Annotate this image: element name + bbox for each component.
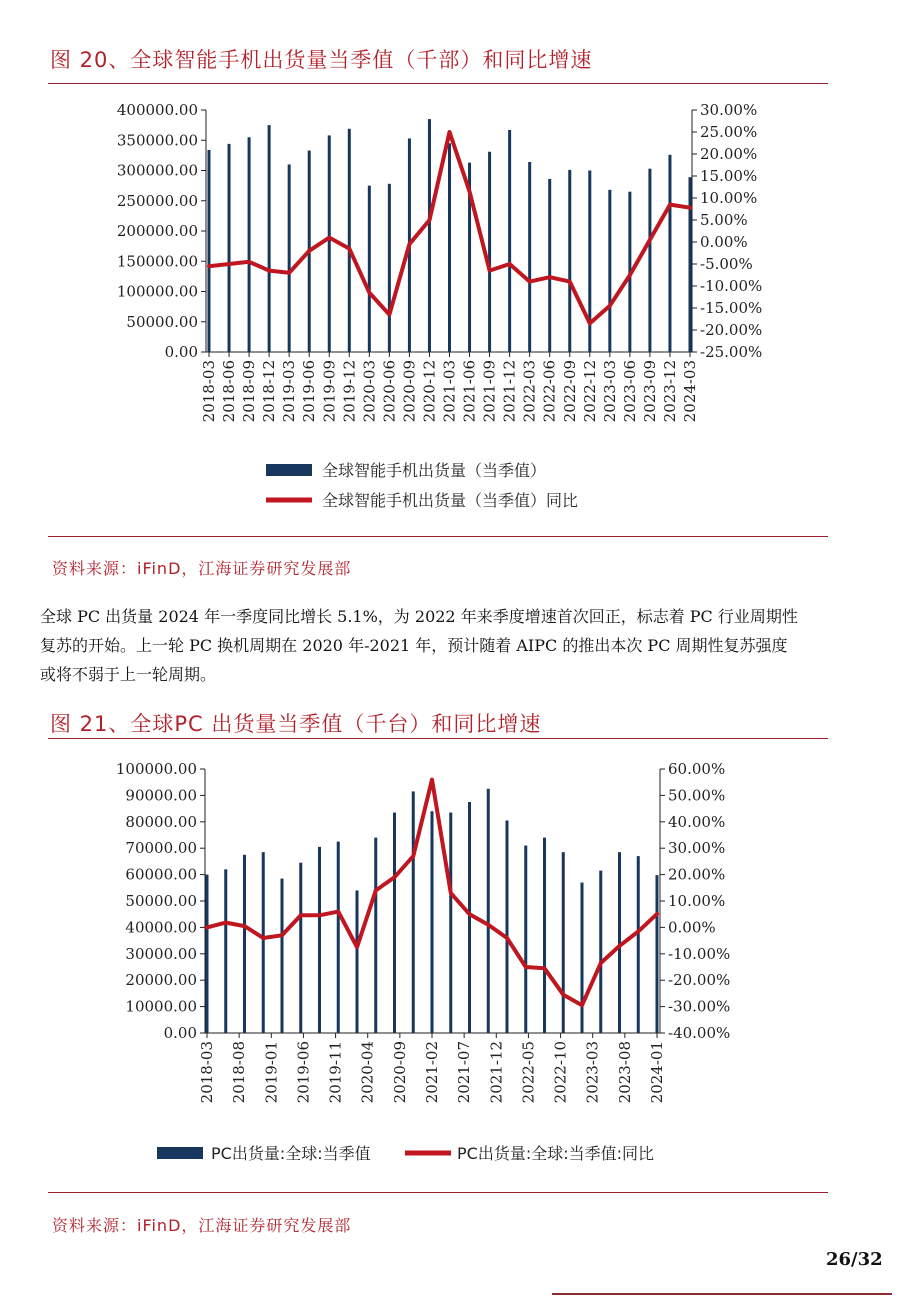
left-tick-label: 20000.00 (125, 971, 197, 990)
right-tick-label: -20.00% (668, 971, 731, 990)
x-tick-label: 2019-03 (280, 360, 299, 423)
x-tick-label: 2024-03 (681, 360, 699, 423)
x-tick-label: 2022-10 (551, 1041, 570, 1104)
right-tick-label: -40.00% (668, 1024, 731, 1042)
figure-21-bottom-rule (48, 1192, 828, 1193)
bar (543, 838, 546, 1033)
right-tick-label: 0.00% (668, 918, 716, 937)
x-tick-label: 2018-03 (198, 1041, 216, 1104)
paragraph-line-3: 或将不弱于上一轮周期。 (40, 665, 217, 684)
legend-line-label: 全球智能手机出货量（当季值）同比 (322, 491, 579, 510)
x-tick-label: 2021-06 (460, 360, 479, 423)
figure-21-source: 资料来源：iFinD，江海证券研究发展部 (52, 1216, 352, 1235)
left-tick-label: 70000.00 (125, 839, 197, 858)
x-tick-label: 2019-09 (320, 360, 339, 423)
x-tick-label: 2020-09 (400, 360, 419, 423)
x-tick-label: 2021-12 (500, 360, 519, 423)
right-tick-label: -30.00% (668, 997, 731, 1016)
right-tick-label: 30.00% (700, 101, 758, 119)
x-tick-label: 2022-06 (540, 360, 559, 423)
legend-line-label: PC出货量:全球:当季值:同比 (457, 1144, 654, 1163)
bar (206, 875, 209, 1033)
left-tick-label: 100000.00 (116, 282, 198, 301)
x-tick-label: 2019-01 (262, 1041, 281, 1104)
left-tick-label: 60000.00 (125, 865, 197, 884)
x-tick-label: 2022-09 (560, 360, 579, 423)
left-tick-label: 0.00 (163, 1024, 197, 1042)
bar (562, 852, 565, 1033)
bar (243, 855, 246, 1033)
bar (356, 890, 359, 1033)
left-tick-label: 0.00 (164, 343, 198, 361)
bar (299, 863, 302, 1033)
right-tick-label: -25.00% (700, 343, 763, 361)
x-tick-label: 2019-06 (294, 1041, 313, 1104)
right-tick-label: 10.00% (700, 189, 758, 207)
right-tick-label: 60.00% (668, 760, 726, 778)
x-tick-label: 2023-03 (583, 1041, 602, 1104)
right-tick-label: 5.00% (700, 211, 748, 229)
right-tick-label: 25.00% (700, 123, 758, 141)
x-tick-label: 2021-09 (480, 360, 499, 423)
x-tick-label: 2018-03 (200, 360, 218, 423)
figure-20-source: 资料来源：iFinD，江海证券研究发展部 (52, 559, 352, 578)
left-tick-label: 250000.00 (116, 191, 198, 210)
x-tick-label: 2020-12 (420, 360, 439, 423)
right-tick-label: 20.00% (668, 865, 726, 884)
x-tick-label: 2020-09 (390, 1041, 409, 1104)
x-tick-label: 2018-08 (230, 1041, 249, 1104)
x-tick-label: 2020-03 (360, 360, 379, 423)
left-tick-label: 40000.00 (125, 918, 197, 937)
left-tick-label: 100000.00 (115, 760, 197, 778)
x-tick-label: 2023-06 (620, 360, 639, 423)
left-tick-label: 30000.00 (125, 944, 197, 963)
bar (374, 838, 377, 1033)
bar (281, 879, 284, 1033)
paragraph-line-2: 复苏的开始。上一轮 PC 换机周期在 2020 年-2021 年，预计随着 AIPC 的推出本次 PC 周期性复苏强度 (40, 636, 788, 655)
right-tick-label: -20.00% (700, 321, 763, 339)
x-tick-label: 2023-09 (640, 360, 659, 423)
x-tick-label: 2022-12 (580, 360, 599, 423)
left-tick-label: 150000.00 (116, 252, 198, 271)
right-tick-label: 0.00% (700, 233, 748, 251)
right-tick-label: -15.00% (700, 299, 763, 317)
left-tick-label: 10000.00 (125, 997, 197, 1016)
left-tick-label: 200000.00 (116, 222, 198, 240)
page-footer-rule (552, 1293, 892, 1295)
right-tick-label: -10.00% (700, 277, 763, 295)
right-tick-label: 15.00% (700, 167, 758, 185)
x-tick-label: 2021-02 (423, 1041, 441, 1104)
bar (506, 820, 509, 1033)
x-tick-label: 2021-12 (487, 1041, 506, 1104)
x-tick-label: 2018-12 (260, 360, 279, 423)
x-tick-label: 2023-08 (615, 1041, 634, 1104)
bar (487, 789, 490, 1033)
bar (581, 883, 584, 1033)
left-tick-label: 50000.00 (125, 892, 197, 910)
x-tick-label: 2023-03 (600, 360, 619, 423)
bar (224, 869, 227, 1033)
right-tick-label: 50.00% (668, 786, 726, 805)
left-tick-label: 90000.00 (125, 786, 197, 805)
bar (318, 847, 321, 1033)
bar (599, 871, 602, 1033)
figure-21-title: 图 21、全球PC 出货量当季值（千台）和同比增速 (50, 712, 542, 736)
bar (637, 856, 640, 1033)
x-tick-label: 2021-03 (440, 360, 459, 423)
left-tick-label: 50000.00 (126, 312, 198, 331)
page-number: 26/32 (826, 1249, 883, 1270)
right-tick-label: 30.00% (668, 839, 726, 858)
x-tick-label: 2023-12 (660, 360, 679, 423)
figure-20-title: 图 20、全球智能手机出货量当季值（千部）和同比增速 (50, 48, 593, 72)
right-tick-label: 10.00% (668, 892, 726, 910)
right-tick-label: 40.00% (668, 812, 726, 831)
legend-bar-label: PC出货量:全球:当季值 (211, 1144, 371, 1163)
paragraph-line-1: 全球 PC 出货量 2024 年一季度同比增长 5.1%，为 2022 年来季度增速首次回正，标志着 PC 行业周期性 (40, 607, 798, 626)
bar (431, 811, 434, 1033)
right-tick-label: 20.00% (700, 145, 758, 163)
x-tick-label: 2018-06 (220, 360, 239, 423)
bar (337, 842, 340, 1033)
bar (468, 802, 471, 1033)
left-tick-label: 80000.00 (125, 812, 197, 831)
legend-bar-swatch (157, 1147, 203, 1159)
x-tick-label: 2019-12 (340, 360, 359, 423)
x-tick-label: 2019-06 (300, 360, 319, 423)
x-tick-label: 2020-04 (358, 1041, 377, 1104)
x-tick-label: 2022-05 (519, 1041, 538, 1104)
x-tick-label: 2019-11 (326, 1041, 345, 1104)
bar (262, 852, 265, 1033)
left-tick-label: 300000.00 (116, 161, 198, 180)
x-tick-label: 2021-07 (455, 1041, 474, 1104)
left-tick-label: 400000.00 (116, 101, 198, 119)
right-tick-label: -10.00% (668, 944, 731, 963)
x-tick-label: 2022-03 (520, 360, 539, 423)
bar (656, 875, 659, 1033)
x-tick-label: 2020-06 (380, 360, 399, 423)
bar (393, 813, 396, 1033)
left-tick-label: 350000.00 (116, 131, 198, 150)
legend-bar-label: 全球智能手机出货量（当季值） (322, 461, 547, 480)
bar (412, 791, 415, 1033)
right-tick-label: -5.00% (700, 255, 753, 273)
bar (524, 846, 527, 1033)
x-tick-label: 2024-01 (648, 1041, 666, 1104)
x-tick-label: 2018-09 (240, 360, 259, 423)
bar (449, 813, 452, 1033)
